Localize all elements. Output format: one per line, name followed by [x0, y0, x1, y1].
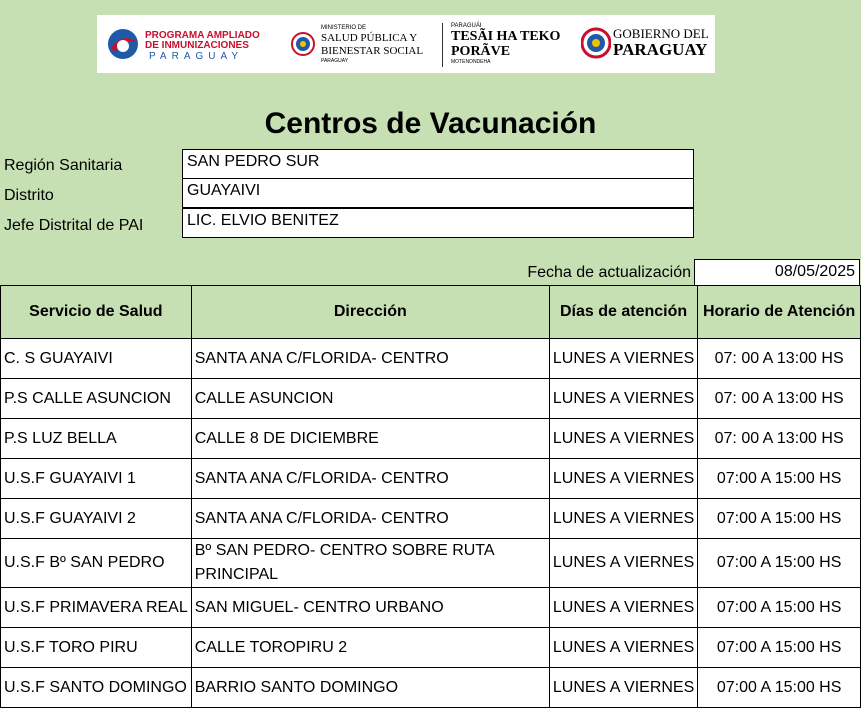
pai-logo-line1: PROGRAMA AMPLIADO: [145, 30, 260, 41]
horario-cell[interactable]: 07:00 A 15:00 HS: [698, 539, 861, 588]
dias-cell[interactable]: LUNES A VIERNES: [549, 459, 697, 499]
horario-cell[interactable]: 07:00 A 15:00 HS: [698, 459, 861, 499]
page-title: Centros de Vacunación: [264, 107, 597, 140]
tesai-logo-line2: TESÃI HA TEKO: [451, 29, 561, 44]
dias-cell[interactable]: LUNES A VIERNES: [549, 379, 697, 419]
table-row: [1, 668, 861, 708]
servicio-cell[interactable]: U.S.F PRIMAVERA REAL: [1, 588, 192, 628]
direccion-cell[interactable]: CALLE ASUNCION: [191, 379, 549, 419]
ministerio-logo-line4: PARAGUAY: [321, 58, 349, 64]
ministerio-seal-icon: [291, 32, 315, 56]
servicio-cell[interactable]: U.S.F GUAYAIVI 2: [1, 499, 192, 539]
horario-cell[interactable]: 07:00 A 15:00 HS: [698, 668, 861, 708]
gobierno-seal-icon: [581, 26, 611, 60]
direccion-cell[interactable]: BARRIO SANTO DOMINGO: [191, 668, 549, 708]
table-row: [1, 459, 861, 499]
horario-cell[interactable]: 07: 00 A 13:00 HS: [698, 339, 861, 379]
dias-cell[interactable]: LUNES A VIERNES: [549, 668, 697, 708]
direccion-cell[interactable]: SANTA ANA C/FLORIDA- CENTRO: [191, 459, 549, 499]
gobierno-logo-line1: GOBIERNO DEL: [613, 26, 709, 41]
update-date-label: Fecha de actualización: [527, 264, 691, 281]
servicio-cell[interactable]: U.S.F Bº SAN PEDRO: [1, 539, 192, 588]
region-value-cell[interactable]: SAN PEDRO SUR: [182, 149, 694, 179]
direccion-cell[interactable]: SAN MIGUEL- CENTRO URBANO: [191, 588, 549, 628]
direccion-cell[interactable]: SANTA ANA C/FLORIDA- CENTRO: [191, 499, 549, 539]
table-row: [1, 379, 861, 419]
servicio-cell[interactable]: P.S CALLE ASUNCION: [1, 379, 192, 419]
ministerio-logo-line1: MINISTERIO DE: [321, 25, 367, 31]
ministerio-logo-line2: SALUD PÚBLICA Y: [321, 32, 418, 44]
servicio-cell[interactable]: U.S.F TORO PIRU: [1, 628, 192, 668]
direccion-cell[interactable]: Bº SAN PEDRO- CENTRO SOBRE RUTA PRINCIPAL: [191, 539, 549, 588]
header-servicio[interactable]: Servicio de Salud: [1, 286, 192, 339]
servicio-cell[interactable]: P.S LUZ BELLA: [1, 419, 192, 459]
table-row: [1, 588, 861, 628]
pai-logo-line2: DE INMUNIZACIONES: [145, 40, 249, 51]
direccion-cell[interactable]: CALLE TOROPIRU 2: [191, 628, 549, 668]
table-row: [1, 499, 861, 539]
table-row: [1, 539, 861, 588]
horario-cell[interactable]: 07: 00 A 13:00 HS: [698, 379, 861, 419]
region-label: Región Sanitaria: [4, 157, 123, 174]
servicio-cell[interactable]: C. S GUAYAIVI: [1, 339, 192, 379]
horario-cell[interactable]: 07:00 A 15:00 HS: [698, 628, 861, 668]
dias-cell[interactable]: LUNES A VIERNES: [549, 499, 697, 539]
jefe-label: Jefe Distrital de PAI: [4, 217, 144, 234]
ministerio-logo-line3: BIENESTAR SOCIAL: [321, 45, 424, 57]
servicio-cell[interactable]: U.S.F GUAYAIVI 1: [1, 459, 192, 499]
logo-banner: [97, 15, 715, 73]
gobierno-logo-line2: PARAGUAY: [613, 40, 708, 59]
dias-cell[interactable]: LUNES A VIERNES: [549, 339, 697, 379]
tesai-logo-line3: PORÃVE: [451, 44, 511, 59]
table-header-row: [1, 286, 861, 339]
table-row: [1, 339, 861, 379]
tesai-logo-line1: PARAGUÁI: [451, 23, 482, 29]
header-direccion[interactable]: Dirección: [191, 286, 549, 339]
pai-logo-icon: [103, 26, 143, 62]
distrito-label: Distrito: [4, 187, 54, 204]
table-row: [1, 419, 861, 459]
dias-cell[interactable]: LUNES A VIERNES: [549, 588, 697, 628]
jefe-value-cell[interactable]: LIC. ELVIO BENITEZ: [182, 208, 694, 238]
horario-cell[interactable]: 07:00 A 15:00 HS: [698, 588, 861, 628]
direccion-cell[interactable]: SANTA ANA C/FLORIDA- CENTRO: [191, 339, 549, 379]
table-row: [1, 628, 861, 668]
update-date-cell[interactable]: 08/05/2025: [694, 259, 860, 286]
dias-cell[interactable]: LUNES A VIERNES: [549, 419, 697, 459]
dias-cell[interactable]: LUNES A VIERNES: [549, 628, 697, 668]
servicio-cell[interactable]: U.S.F SANTO DOMINGO: [1, 668, 192, 708]
direccion-cell[interactable]: CALLE 8 DE DICIEMBRE: [191, 419, 549, 459]
vaccination-centers-table: [0, 285, 861, 708]
horario-cell[interactable]: 07:00 A 15:00 HS: [698, 499, 861, 539]
dias-cell[interactable]: LUNES A VIERNES: [549, 539, 697, 588]
logo-divider: [442, 23, 443, 67]
horario-cell[interactable]: 07: 00 A 13:00 HS: [698, 419, 861, 459]
tesai-logo-line4: MOTENONDEHA: [451, 59, 491, 65]
pai-logo-line3: PARAGUAY: [149, 51, 244, 62]
header-horario[interactable]: Horario de Atención: [698, 286, 861, 339]
header-dias[interactable]: Días de atención: [549, 286, 697, 339]
distrito-value-cell[interactable]: GUAYAIVI: [182, 178, 694, 208]
